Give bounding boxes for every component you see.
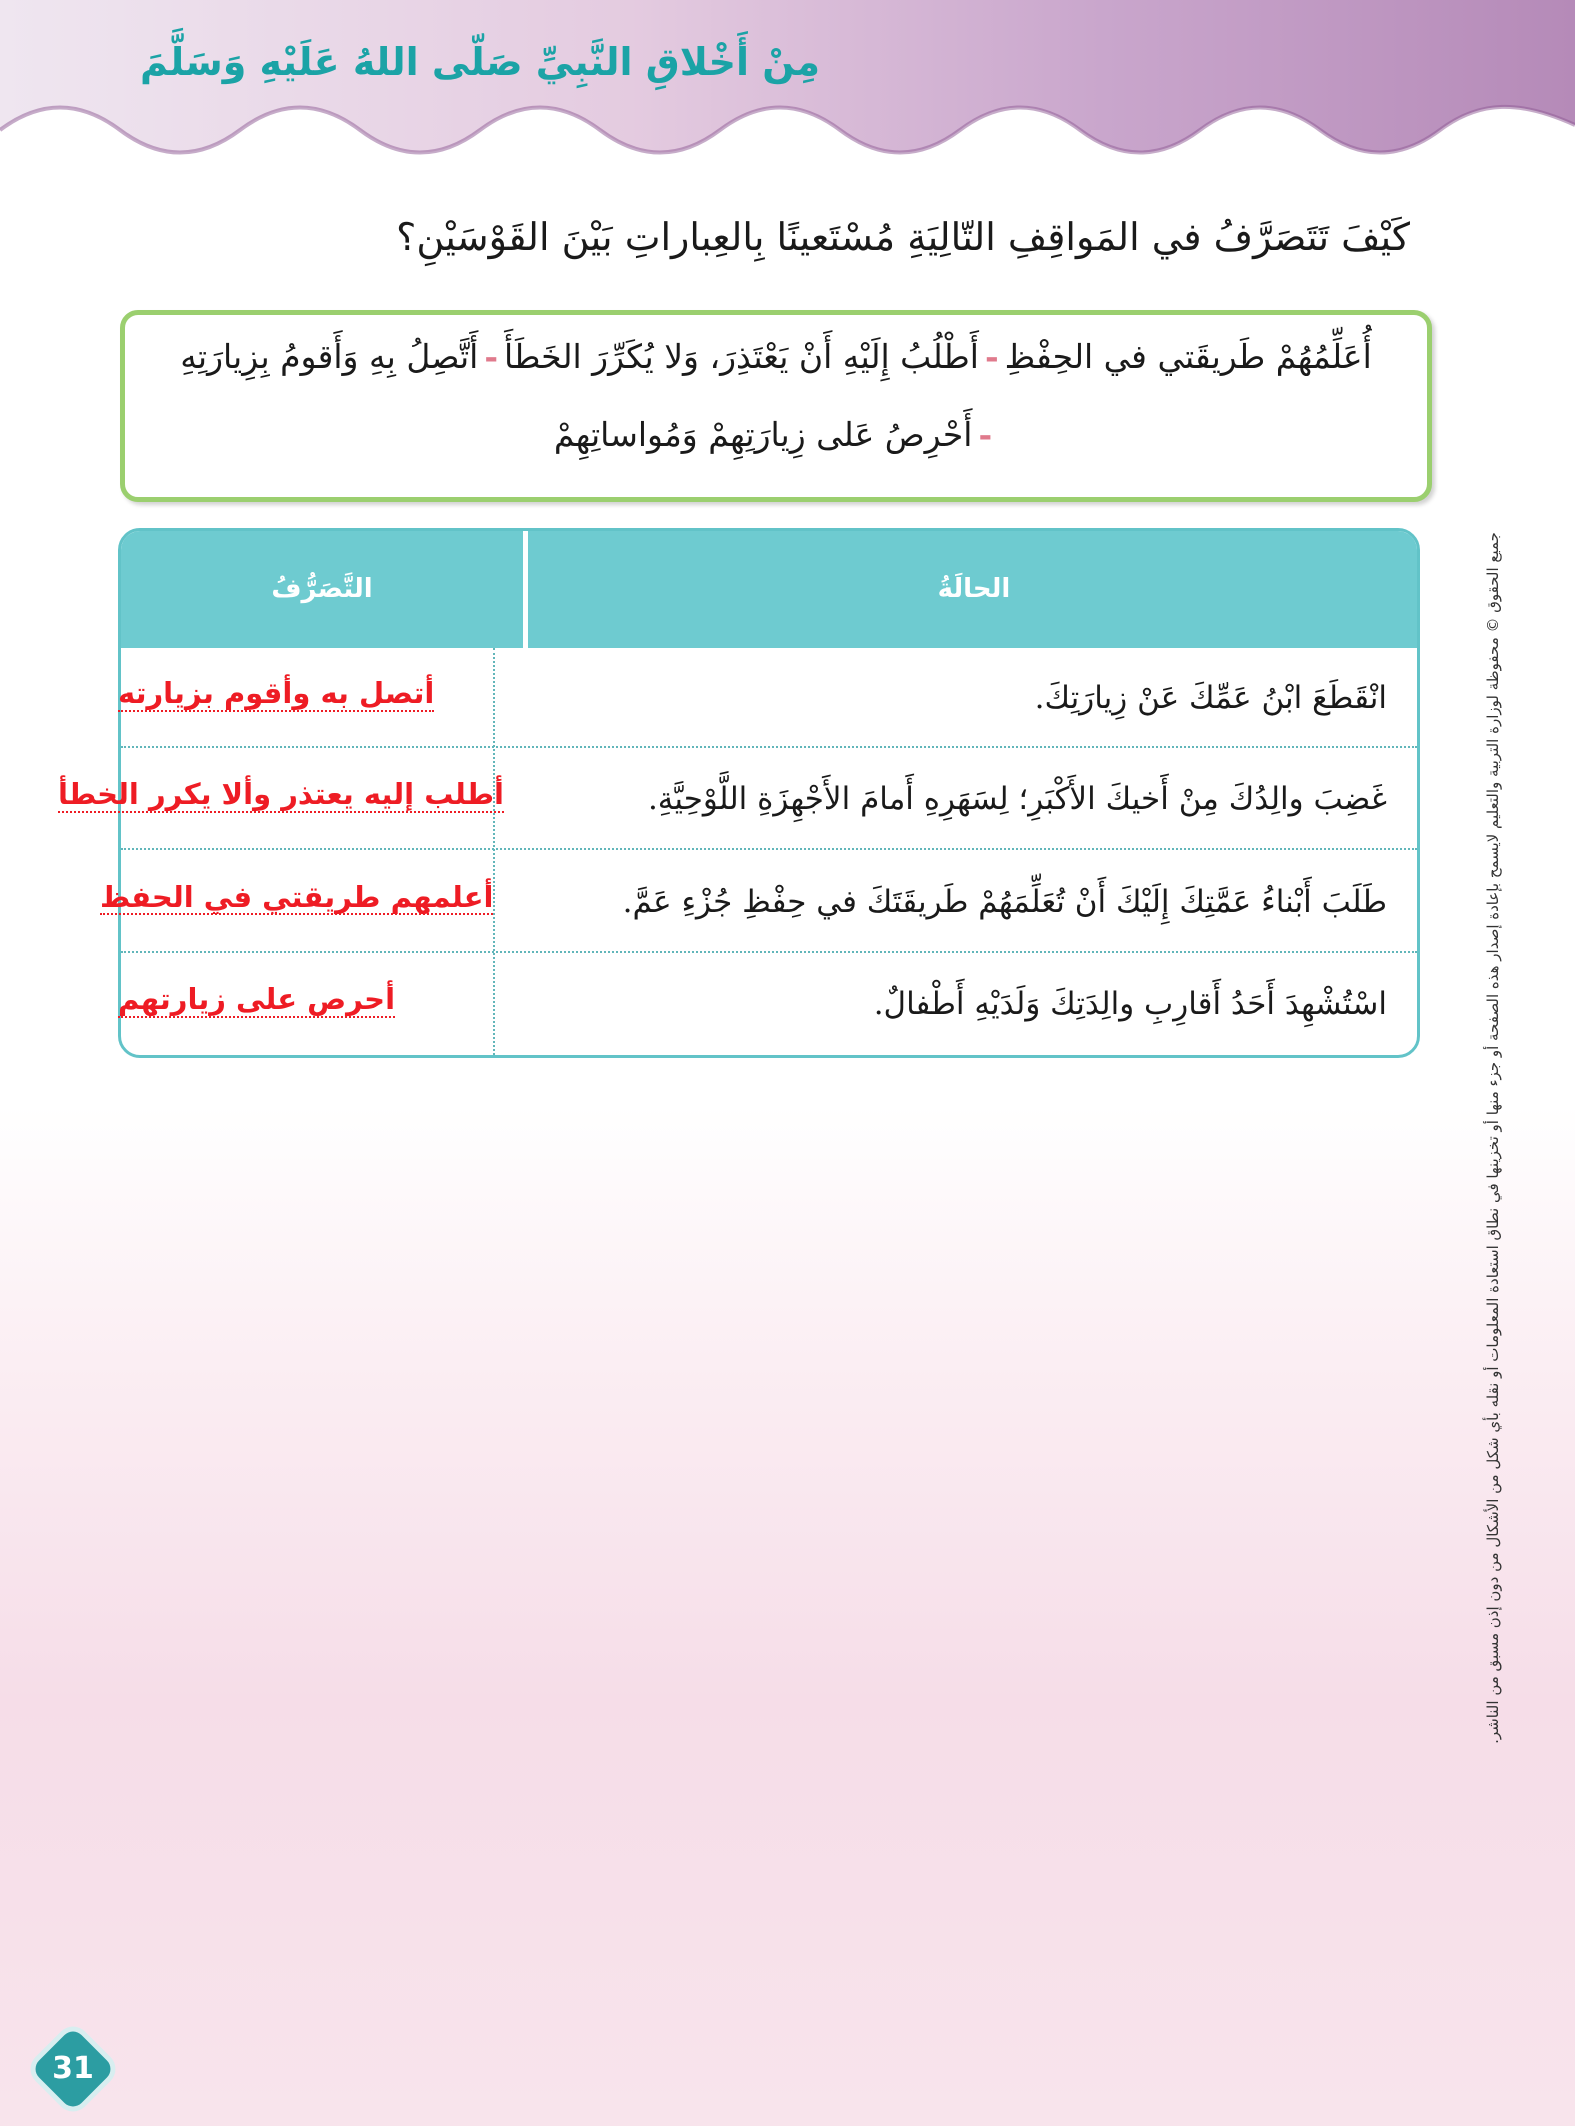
header-action: التَّصَرُّفُ xyxy=(271,574,373,604)
page-number-badge xyxy=(30,2026,116,2112)
answer-text: أعلمهم طريقتي في الحفظ xyxy=(100,879,494,914)
word-bank-box xyxy=(120,310,1432,502)
table-header xyxy=(121,531,1417,648)
word-bank-separator: - xyxy=(484,337,499,376)
answer-text: أطلب إليه يعتذر وألا يكرر الخطأ xyxy=(58,777,504,812)
question-prompt: كَيْفَ تَتَصَرَّفُ في المَواقِفِ التّالِيَةِ مُسْتَعينًا بِالعِباراتِ بَيْنَ القَوْسَيْنِ؟ xyxy=(396,215,1410,259)
case-text: طَلَبَ أَبْناءُ عَمَّتِكَ إِلَيْكَ أَنْ تُعَلِّمَهُمْ طَريقَتَكَ في حِفْظِ جُزْءِ عَمَّ. xyxy=(622,883,1387,920)
answer-field[interactable] xyxy=(58,745,504,847)
case-text: اسْتُشْهِدَ أَحَدُ أَقارِبِ والِدَتِكَ وَلَدَيْهِ أَطْفالٌ. xyxy=(873,986,1387,1022)
word-bank-phrase: أَحْرِصُ عَلى زِيارَتِهِمْ وَمُواساتِهِمْ xyxy=(553,415,973,454)
word-bank-separator: - xyxy=(984,337,999,376)
page-number: 31 xyxy=(52,2051,94,2086)
word-bank-separator: - xyxy=(978,415,993,454)
answer-text: أتصل به وأقوم بزيارته xyxy=(118,676,435,711)
header-divider xyxy=(523,531,528,648)
lesson-title: مِنْ أَخْلاقِ النَّبِيِّ صَلّى اللهُ عَلَيْهِ وَسَلَّمَ xyxy=(140,40,820,84)
word-bank-line-2 xyxy=(145,415,1407,454)
word-bank-phrase: أَتَّصِلُ بِهِ وَأَقومُ بِزِيارَتِهِ xyxy=(180,337,479,376)
answer-field[interactable] xyxy=(100,847,494,950)
case-text: غَضِبَ والِدُكَ مِنْ أَخيكَ الأَكْبَرِ؛ لِسَهَرِهِ أَمامَ الأَجْهِزَةِ اللَّوْحِيَّةِ. xyxy=(647,781,1387,817)
case-text: انْقَطَعَ ابْنُ عَمِّكَ عَنْ زِيارَتِكَ. xyxy=(1034,680,1387,716)
wave-decoration xyxy=(0,0,1575,180)
header-band xyxy=(0,0,1575,180)
copyright-text: جميع الحقوق © محفوظة لوزارة التربية والتعليم لايسمح بإعادة إصدار هذه الصفحة أو جزء منها أو تخزينها في نطاق استعادة المعلومات أو نقله بأي شكل من الأشكال من دون إذن مسبق من الناشر. xyxy=(1484,532,1502,1744)
word-bank-phrase: أَطْلُبُ إِلَيْهِ أَنْ يَعْتَذِرَ، وَلا يُكَرِّرَ الخَطَأَ xyxy=(504,337,979,376)
answer-field[interactable] xyxy=(118,950,482,1052)
answer-field[interactable] xyxy=(118,645,488,745)
copyright-notice xyxy=(1482,488,1504,1788)
word-bank-phrase: أُعَلِّمُهُمْ طَريقَتي في الحِفْظِ xyxy=(1004,337,1372,376)
header-case: الحالَةُ xyxy=(937,574,1011,604)
word-bank-line-1 xyxy=(145,337,1407,376)
answer-text: أحرص على زيارتهم xyxy=(118,982,396,1017)
